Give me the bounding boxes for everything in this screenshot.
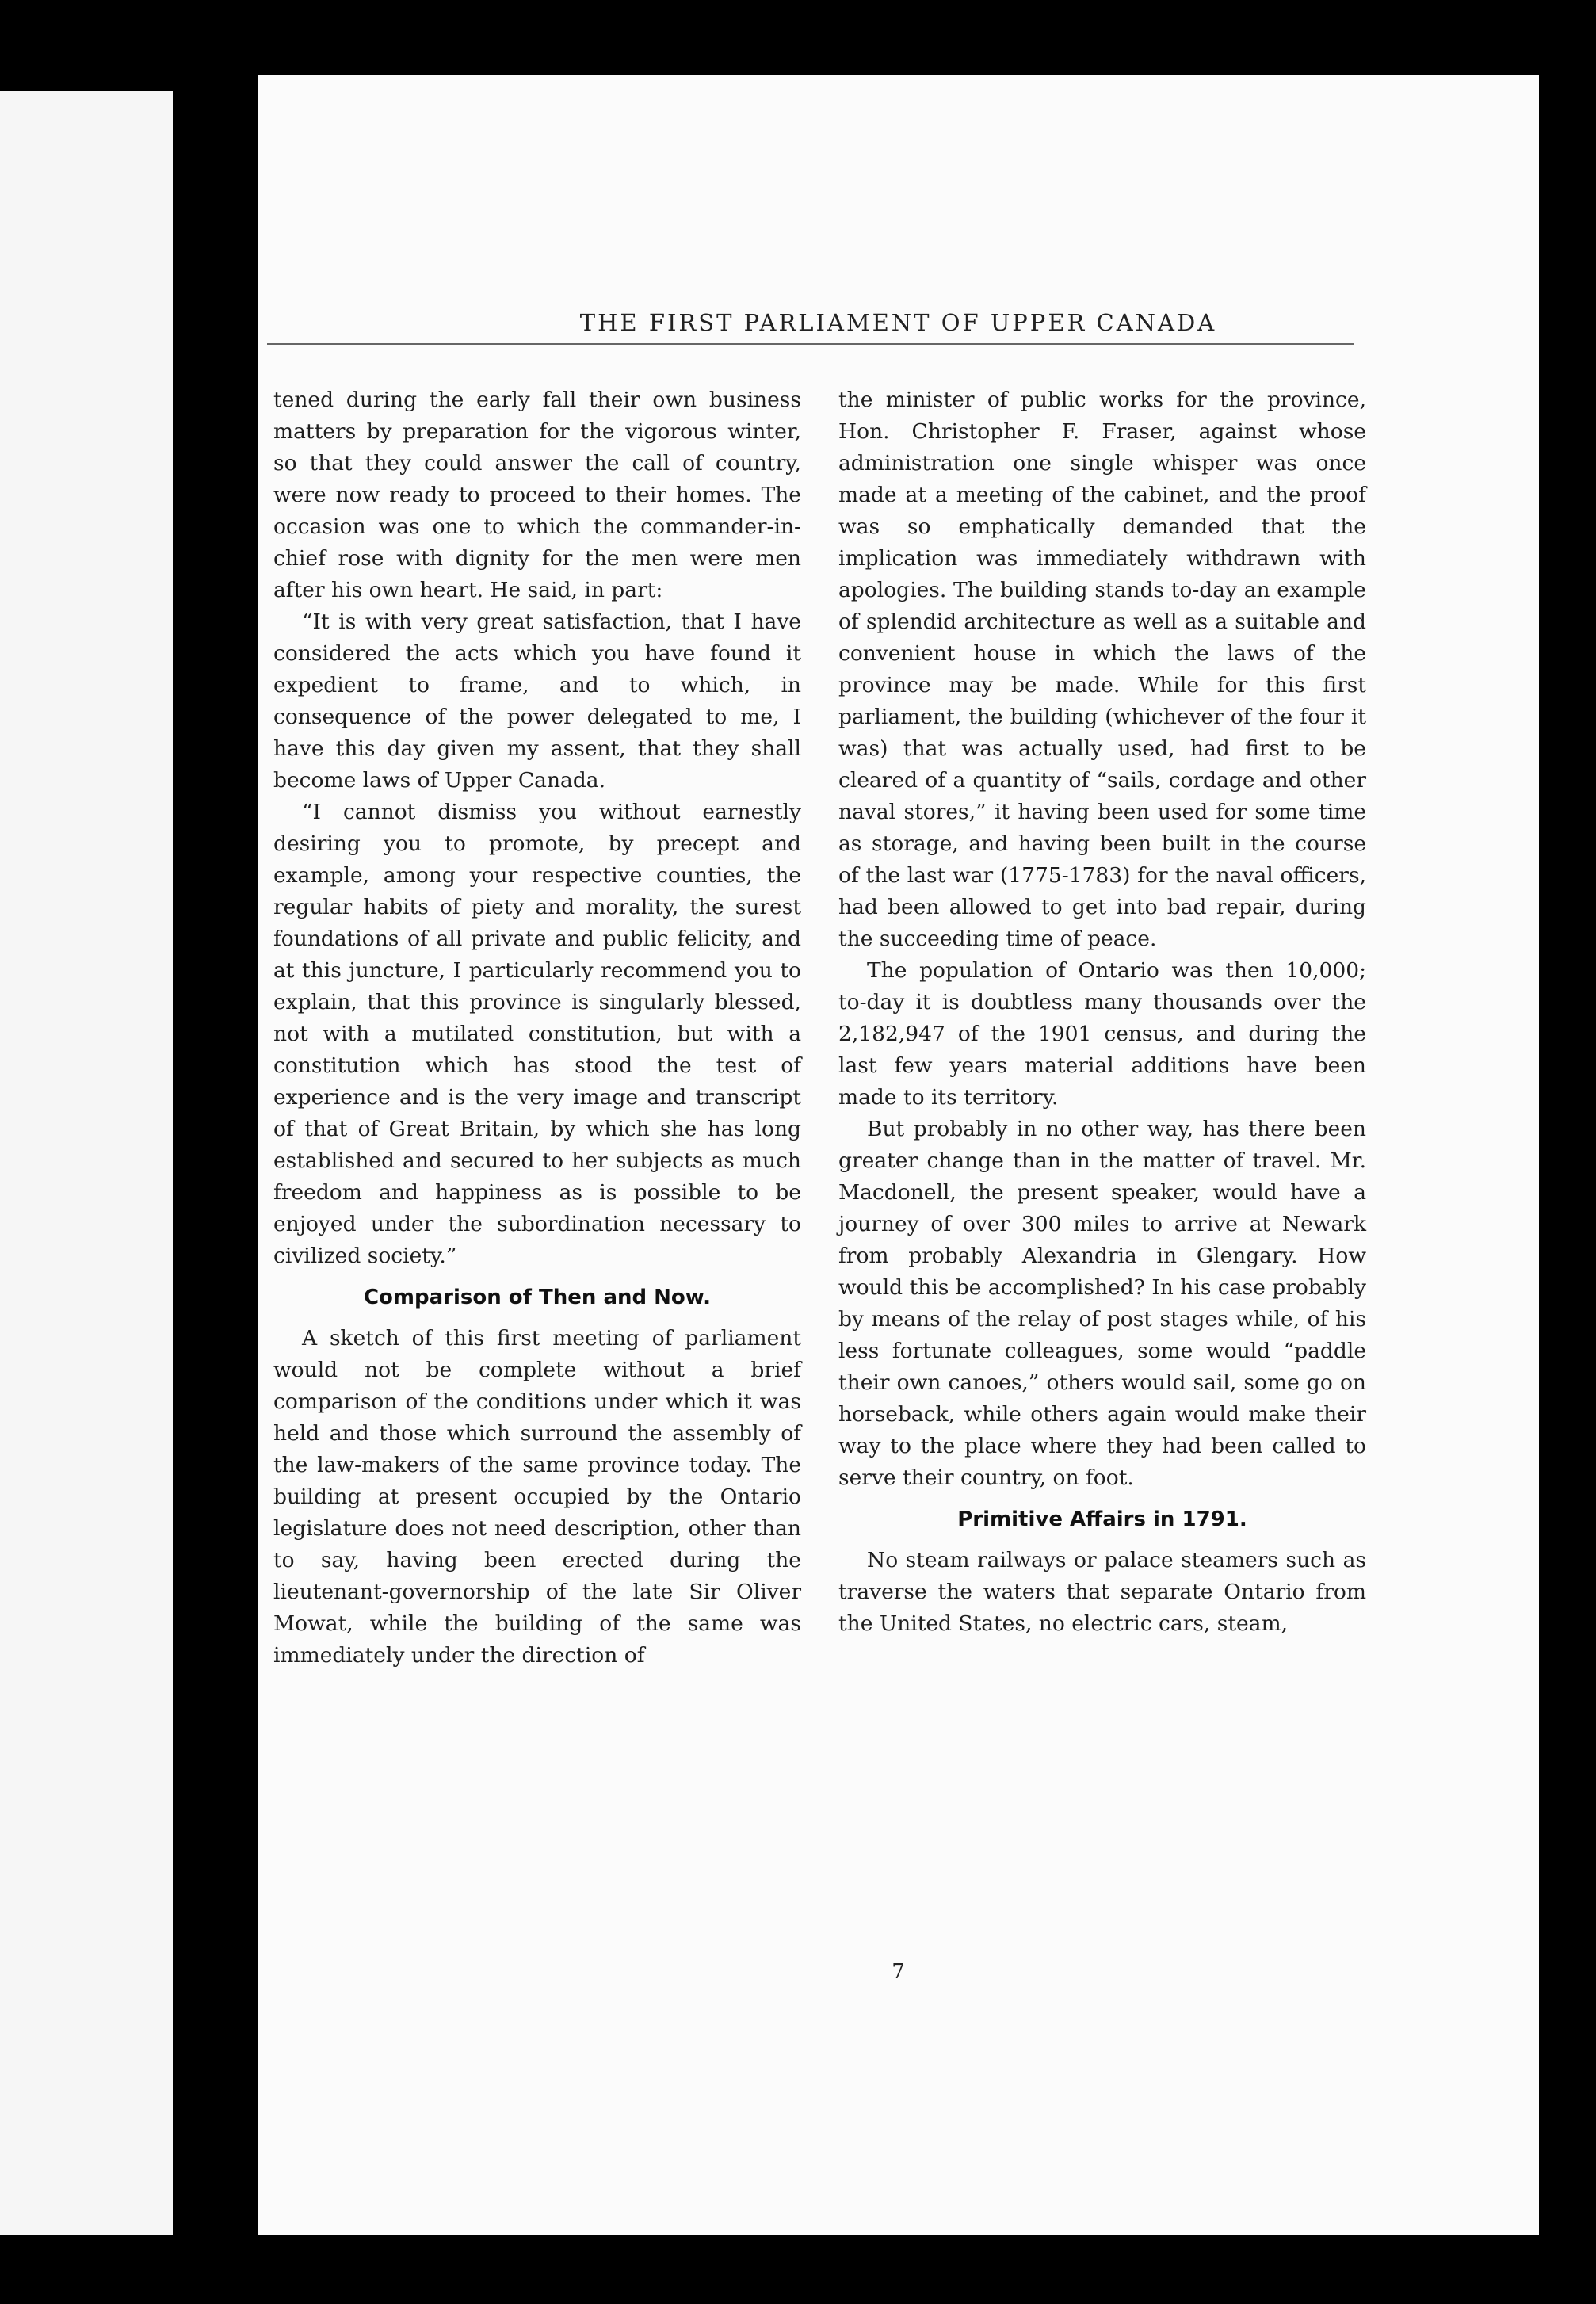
paragraph: A sketch of this first meeting of parliament would not be complete without a brief comparison of the conditions under which it was held and those which surround the assembly of the law-makers of the same province today. The building at present occupied by the Ontario legislature does not need description, other than to say, having been erected during the lieutenant-governorship of the late Sir Oliver Mowat, while the building of the same was immediately under the direction of bbox=[273, 1326, 801, 1668]
right-column bbox=[838, 384, 1366, 1640]
page-number: 7 bbox=[892, 1960, 905, 1984]
book-page bbox=[258, 75, 1539, 2235]
paragraph: But probably in no other way, has there been greater change than in the matter of travel. Mr. Macdonell, the present speaker, would have a journey of over 300 miles to arrive at Newark from probably Alexandria in Glengary. How would this be accomplished? In his case probably by means of the relay of post stages while, of his less fortunate colleagues, some would “paddle their own canoes,” others would sail, some go on horseback, while others again would make their way to the place where they had been called to serve their country, on foot. bbox=[838, 1117, 1366, 1490]
paragraph: The population of Ontario was then 10,000; to-day it is doubtless many thousands over the 2,182,947 of the 1901 census, and during the last few years material additions have been made to its territory. bbox=[838, 958, 1366, 1110]
paragraph: No steam railways or palace steamers such as traverse the waters that separate Ontario from the United States, no electric cars, steam, bbox=[838, 1548, 1366, 1636]
paragraph: “It is with very great satisfaction, that I have considered the acts which you have found it expedient to frame, and to which, in consequence of the power delegated to me, I have this day given my assent, that they shall become laws of Upper Canada. bbox=[273, 609, 801, 793]
paragraph: tened during the early fall their own business matters by preparation for the vigorous winter, so that they could answer the call of country, were now ready to proceed to their homes. The occasion was one to which the commander-in-chief rose with dignity for the men were men after his own heart. He said, in part: bbox=[273, 388, 801, 602]
section-heading: Comparison of Then and Now. bbox=[363, 1286, 712, 1309]
header-rule bbox=[267, 343, 1354, 345]
section-heading: Primitive Affairs in 1791. bbox=[957, 1507, 1247, 1531]
paragraph: “I cannot dismiss you without earnestly desiring you to promote, by precept and example, among your respective counties, the regular habits of piety and morality, the surest foundations of all private and public felicity, and at this juncture, I particularly recommend you to explain, that this province is singularly blessed, not with a mutilated constitution, but with a constitution which has stood the test of experience and is the very image and transcript of that of Great Britain, by which she has long established and secured to her subjects as much freedom and happiness as is possible to be enjoyed under the subordination necessary to civilized society.” bbox=[273, 800, 801, 1268]
left-column bbox=[273, 384, 801, 1672]
previous-page-edge bbox=[0, 91, 173, 2235]
paragraph: the minister of public works for the province, Hon. Christopher F. Fraser, against whose administration one single whisper was once made at a meeting of the cabinet, and the proof was so emphatically demanded that the implication was immediately withdrawn with apologies. The building stands to-day an example of splendid architecture as well as a suitable and convenient house in which the laws of the province may be made. While for this first parliament, the building (whichever of the four it was) that was actually used, had first to be cleared of a quantity of “sails, cordage and other naval stores,” it having been used for some time as storage, and having been built in the course of the last war (1775-1783) for the naval officers, had been allowed to get into bad repair, during the succeeding time of peace. bbox=[838, 388, 1366, 951]
running-head: THE FIRST PARLIAMENT OF UPPER CANADA bbox=[579, 309, 1217, 336]
